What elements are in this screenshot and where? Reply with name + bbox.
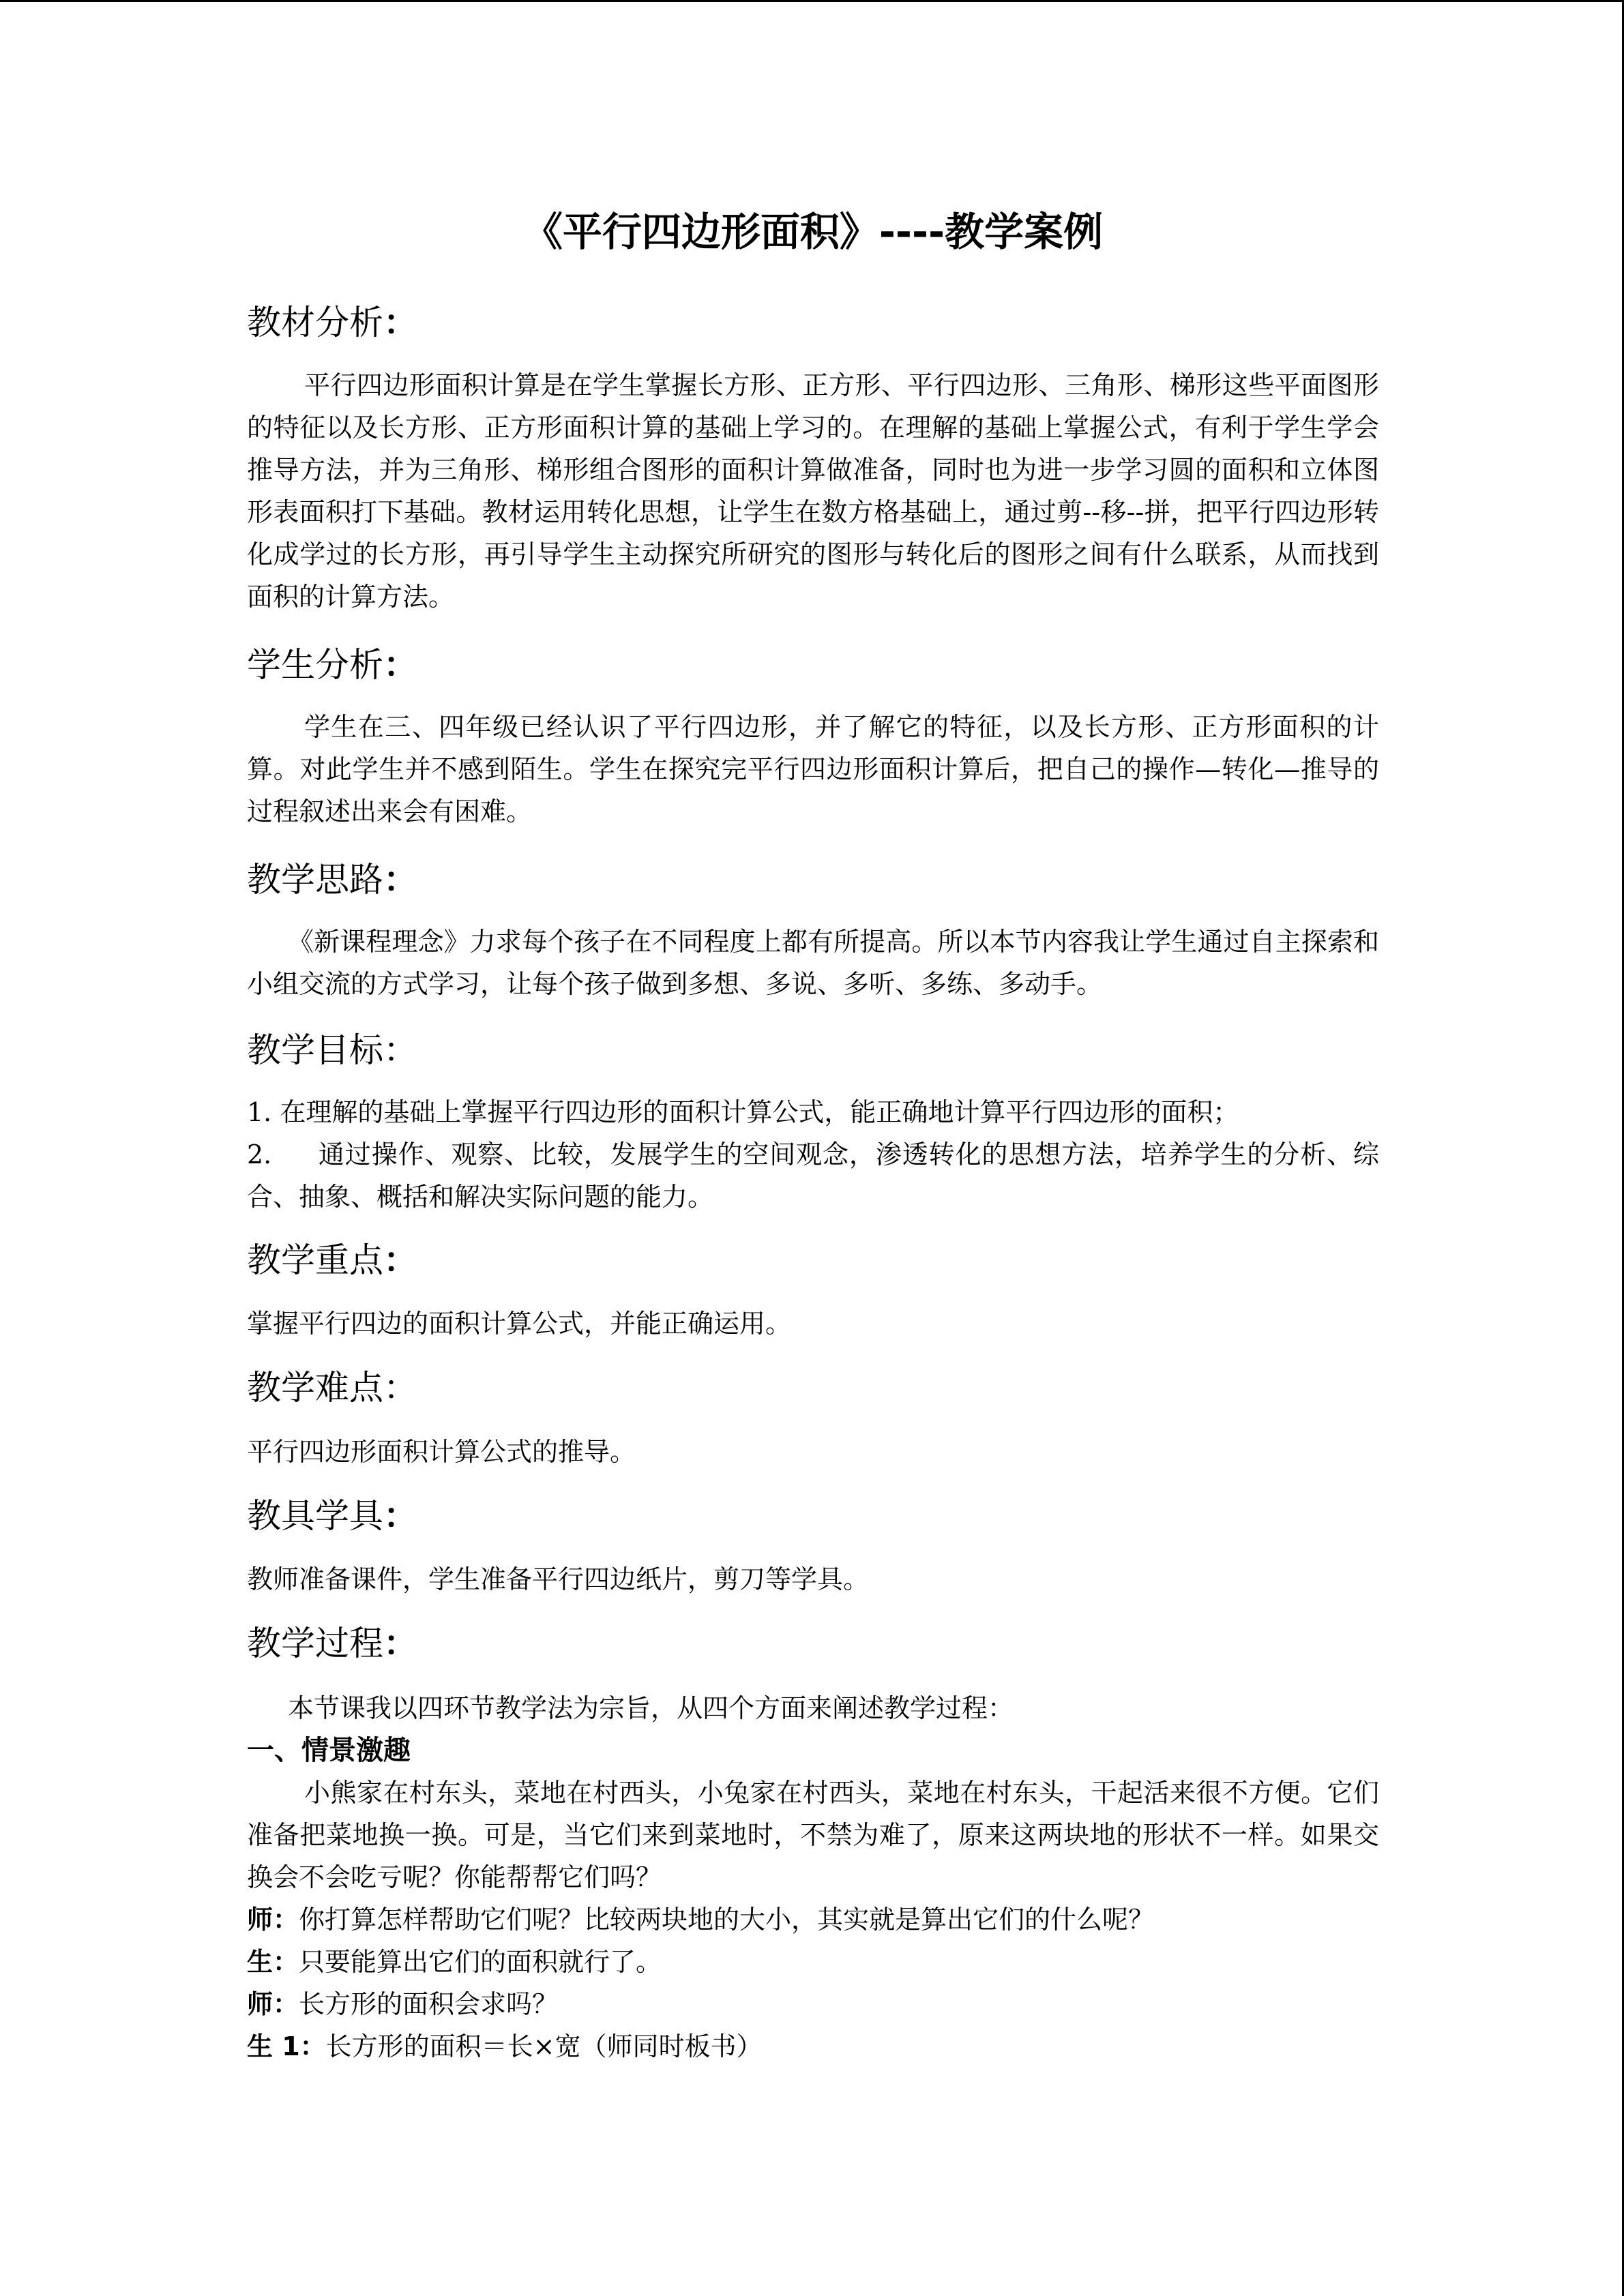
students-paragraph: 学生在三、四年级已经认识了平行四边形，并了解它的特征，以及长方形、正方形面积的计算。对此学生并不感到陌生。学生在探究完平行四边形面积计算后，把自己的操作—转化—推导的过程叙述出来会有困难。 xyxy=(247,712,1379,826)
heading-key-label: 教学重点 xyxy=(247,1240,383,1280)
goal-item-1 xyxy=(247,1091,1379,1133)
dialogue-line-4 xyxy=(247,2025,1379,2068)
heading-key-colon: ： xyxy=(383,1240,417,1280)
goal-item-2 xyxy=(247,1133,1379,1218)
approach-paragraph: 《新课程理念》力求每个孩子在不同程度上都有所提高。所以本节内容我让学生通过自主探索和小组交流的方式学习，让每个孩子做到多想、多说、多听、多练、多动手。 xyxy=(247,927,1379,999)
process-story: 小熊家在村东头，菜地在村西头，小兔家在村西头，菜地在村东头，干起活来很不方便。它们准备把菜地换一换。可是，当它们来到菜地时，不禁为难了，原来这两块地的形状不一样。如果交换会不会吃亏呢？你能帮帮它们吗？ xyxy=(247,1778,1379,1892)
dialogue-line-4-text: 长方形的面积＝长×宽（师同时板书） xyxy=(325,2031,763,2061)
heading-approach xyxy=(247,856,417,904)
heading-key xyxy=(247,1236,417,1284)
goal-item-1-text: 在理解的基础上掌握平行四边形的面积计算公式，能正确地计算平行四边形的面积； xyxy=(280,1097,1239,1127)
heading-students xyxy=(247,641,417,689)
dialogue-line-3-text: 长方形的面积会求吗？ xyxy=(299,1989,559,2019)
heading-difficulty xyxy=(247,1364,417,1412)
heading-students-colon: ： xyxy=(383,645,417,685)
process-subheading-1: 一、情景激趣 xyxy=(247,1735,411,1766)
document-title: 《平行四边形面积》----教学案例 xyxy=(522,209,1104,255)
dialogue-line-1-speaker: 师： xyxy=(247,1905,299,1935)
dialogue-line-3-speaker: 师： xyxy=(247,1989,299,2019)
heading-material-colon: ： xyxy=(383,303,417,342)
material-paragraph: 平行四边形面积计算是在学生掌握长方形、正方形、平行四边形、三角形、梯形这些平面图形的特征以及长方形、正方形面积计算的基础上学习的。在理解的基础上掌握公式，有利于学生学会推导方法，并为三角形、梯形组合图形的面积计算做准备，同时也为进一步学习圆的面积和立体图形表面积打下基础。教材运用转化思想，让学生在数方格基础上，通过剪--移--拼，把平行四边形转化成学过的长方形，再引导学生主动探究所研究的图形与转化后的图形之间有什么联系，从而找到面积的计算方法。 xyxy=(247,370,1379,612)
dialogue-line-2 xyxy=(247,1941,1379,1983)
heading-material xyxy=(247,299,417,346)
dialogue-line-1-text: 你打算怎样帮助它们呢？比较两块地的大小，其实就是算出它们的什么呢？ xyxy=(299,1905,1155,1935)
heading-difficulty-label: 教学难点 xyxy=(247,1368,383,1407)
heading-goals xyxy=(247,1026,417,1074)
goal-item-1-number: 1. xyxy=(247,1097,272,1127)
dialogue-line-2-speaker: 生： xyxy=(247,1947,299,1977)
dialogue-line-2-text: 只要能算出它们的面积就行了。 xyxy=(299,1947,662,1977)
page-border-top xyxy=(0,0,1624,2)
difficulty-text: 平行四边形面积计算公式的推导。 xyxy=(247,1437,636,1467)
heading-tools-colon: ： xyxy=(383,1496,417,1536)
key-text: 掌握平行四边的面积计算公式，并能正确运用。 xyxy=(247,1309,792,1339)
dialogue-line-4-speaker: 生 1： xyxy=(247,2031,326,2061)
process-intro: 本节课我以四环节教学法为宗旨，从四个方面来阐述教学过程： xyxy=(288,1693,1014,1723)
heading-process-label: 教学过程 xyxy=(247,1624,383,1663)
heading-tools-label: 教具学具 xyxy=(247,1496,383,1536)
heading-students-label: 学生分析 xyxy=(247,645,383,685)
heading-tools xyxy=(247,1492,417,1540)
heading-material-label: 教材分析 xyxy=(247,303,383,342)
dialogue-line-3 xyxy=(247,1983,1379,2025)
goal-item-2-number: 2. xyxy=(247,1139,272,1169)
heading-process-colon: ： xyxy=(383,1624,417,1663)
heading-goals-colon: ： xyxy=(383,1030,417,1070)
heading-difficulty-colon: ： xyxy=(383,1368,417,1407)
heading-approach-label: 教学思路 xyxy=(247,860,383,899)
dialogue-line-1 xyxy=(247,1898,1379,1941)
goal-item-2-text: 通过操作、观察、比较，发展学生的空间观念，渗透转化的思想方法，培养学生的分析、综合、抽象、概括和解决实际问题的能力。 xyxy=(247,1139,1379,1212)
heading-approach-colon: ： xyxy=(383,860,417,899)
heading-process xyxy=(247,1620,417,1667)
heading-goals-label: 教学目标 xyxy=(247,1030,383,1070)
tools-text: 教师准备课件，学生准备平行四边纸片，剪刀等学具。 xyxy=(247,1564,870,1594)
